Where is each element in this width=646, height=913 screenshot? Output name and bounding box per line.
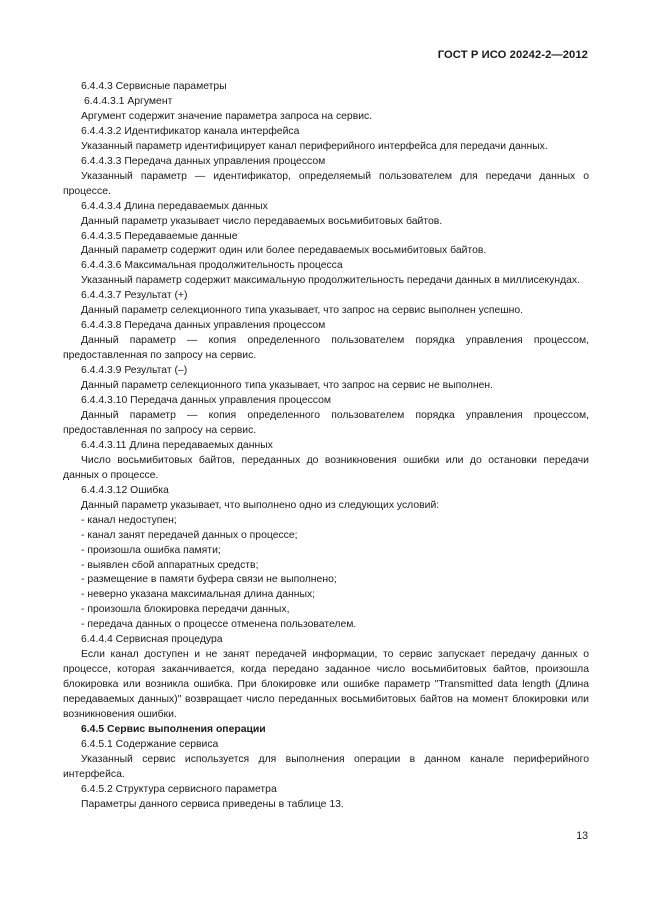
body-paragraph: Данный параметр содержит один или более передаваемых восьмибитовых байтов. [81, 245, 487, 257]
section-heading: 6.4.4.3.2 Идентификатор канала интерфейса [81, 125, 300, 137]
body-paragraph: Данный параметр указывает, что выполнено одно из следующих условий: [81, 499, 440, 511]
list-item: - канал недоступен; [81, 514, 177, 526]
document-code-header: ГОСТ Р ИСО 20242-2—2012 [437, 49, 588, 61]
section-heading: 6.4.4.4 Сервисная процедура [81, 634, 223, 646]
body-paragraph: Аргумент содержит значение параметра запроса на сервис. [81, 110, 373, 122]
body-paragraph: Параметры данного сервиса приведены в таблице 13. [81, 798, 344, 810]
body-paragraph: Указанный параметр — идентификатор, определяемый пользователем для передачи данных о процессе. [63, 170, 589, 197]
page-number: 13 [576, 830, 588, 842]
list-item: - произошла ошибка памяти; [81, 544, 221, 556]
body-paragraph: Данный параметр — копия определенного пользователем порядка управления процессом, предоставленная по запросу на сервис. [63, 335, 589, 362]
section-heading: 6.4.5.2 Структура сервисного параметра [81, 783, 277, 795]
body-paragraph: Указанный параметр содержит максимальную продолжительность передачи данных в миллисекундах. [81, 275, 581, 287]
section-heading: 6.4.4.3.10 Передача данных управления процессом [81, 395, 332, 407]
section-heading: 6.4.4.3.4 Длина передаваемых данных [81, 200, 268, 212]
list-item: - произошла блокировка передачи данных, [81, 604, 290, 616]
list-item: - размещение в памяти буфера связи не выполнено; [81, 574, 337, 586]
section-heading-bold: 6.4.5 Сервис выполнения операции [81, 723, 266, 735]
body-paragraph: Данный параметр — копия определенного пользователем порядка управления процессом, предоставленная по запросу на сервис. [63, 409, 589, 436]
section-heading: 6.4.4.3.6 Максимальная продолжительность процесса [81, 260, 343, 272]
body-paragraph: Данный параметр селекционного типа указывает, что запрос на сервис выполнен успешно. [81, 305, 524, 317]
section-heading: 6.4.4.3.5 Передаваемые данные [81, 230, 238, 242]
section-heading: 6.4.4.3.11 Длина передаваемых данных [81, 439, 273, 451]
section-heading: 6.4.5.1 Содержание сервиса [81, 738, 219, 750]
body-paragraph: Число восьмибитовых байтов, переданных до возникновения ошибки или до остановки передачи данных о процессе. [63, 454, 589, 481]
body-paragraph: Если канал доступен и не занят передачей информации, то сервис запускает передачу данных о процессе, которая заканчивается, когда передано заданное число восьмибитовых байтов, произошла блокировка или возникла ошибка. При блокировке или ошибке параметр "Transmitted data length (Длина передаваемых данных)" возвращает число переданных восьмибитовых байтов на момент блокировки или возникновения ошибки. [63, 649, 589, 721]
list-item: - канал занят передачей данных о процессе; [81, 529, 298, 541]
section-heading: 6.4.4.3 Сервисные параметры [81, 81, 227, 92]
body-paragraph: Данный параметр селекционного типа указывает, что запрос на сервис не выполнен. [81, 380, 494, 392]
body-paragraph: Указанный сервис используется для выполнения операции в данном канале периферийного интерфейса. [63, 753, 589, 780]
section-heading: 6.4.4.3.1 Аргумент [84, 95, 173, 107]
section-heading: 6.4.4.3.9 Результат (–) [81, 365, 188, 377]
section-heading: 6.4.4.3.7 Результат (+) [81, 290, 188, 302]
list-item: - выявлен сбой аппаратных средств; [81, 559, 259, 571]
section-heading: 6.4.4.3.8 Передача данных управления процессом [81, 320, 326, 332]
body-paragraph: Указанный параметр идентифицирует канал периферийного интерфейса для передачи данных. [81, 140, 548, 152]
body-paragraph: Данный параметр указывает число передаваемых восьмибитовых байтов. [81, 215, 443, 227]
section-heading: 6.4.4.3.12 Ошибка [81, 484, 169, 496]
list-item: - передача данных о процессе отменена пользователем. [81, 619, 357, 631]
list-item: - неверно указана максимальная длина данных; [81, 589, 316, 601]
section-heading: 6.4.4.3.3 Передача данных управления процессом [81, 155, 326, 167]
document-body [63, 80, 589, 813]
